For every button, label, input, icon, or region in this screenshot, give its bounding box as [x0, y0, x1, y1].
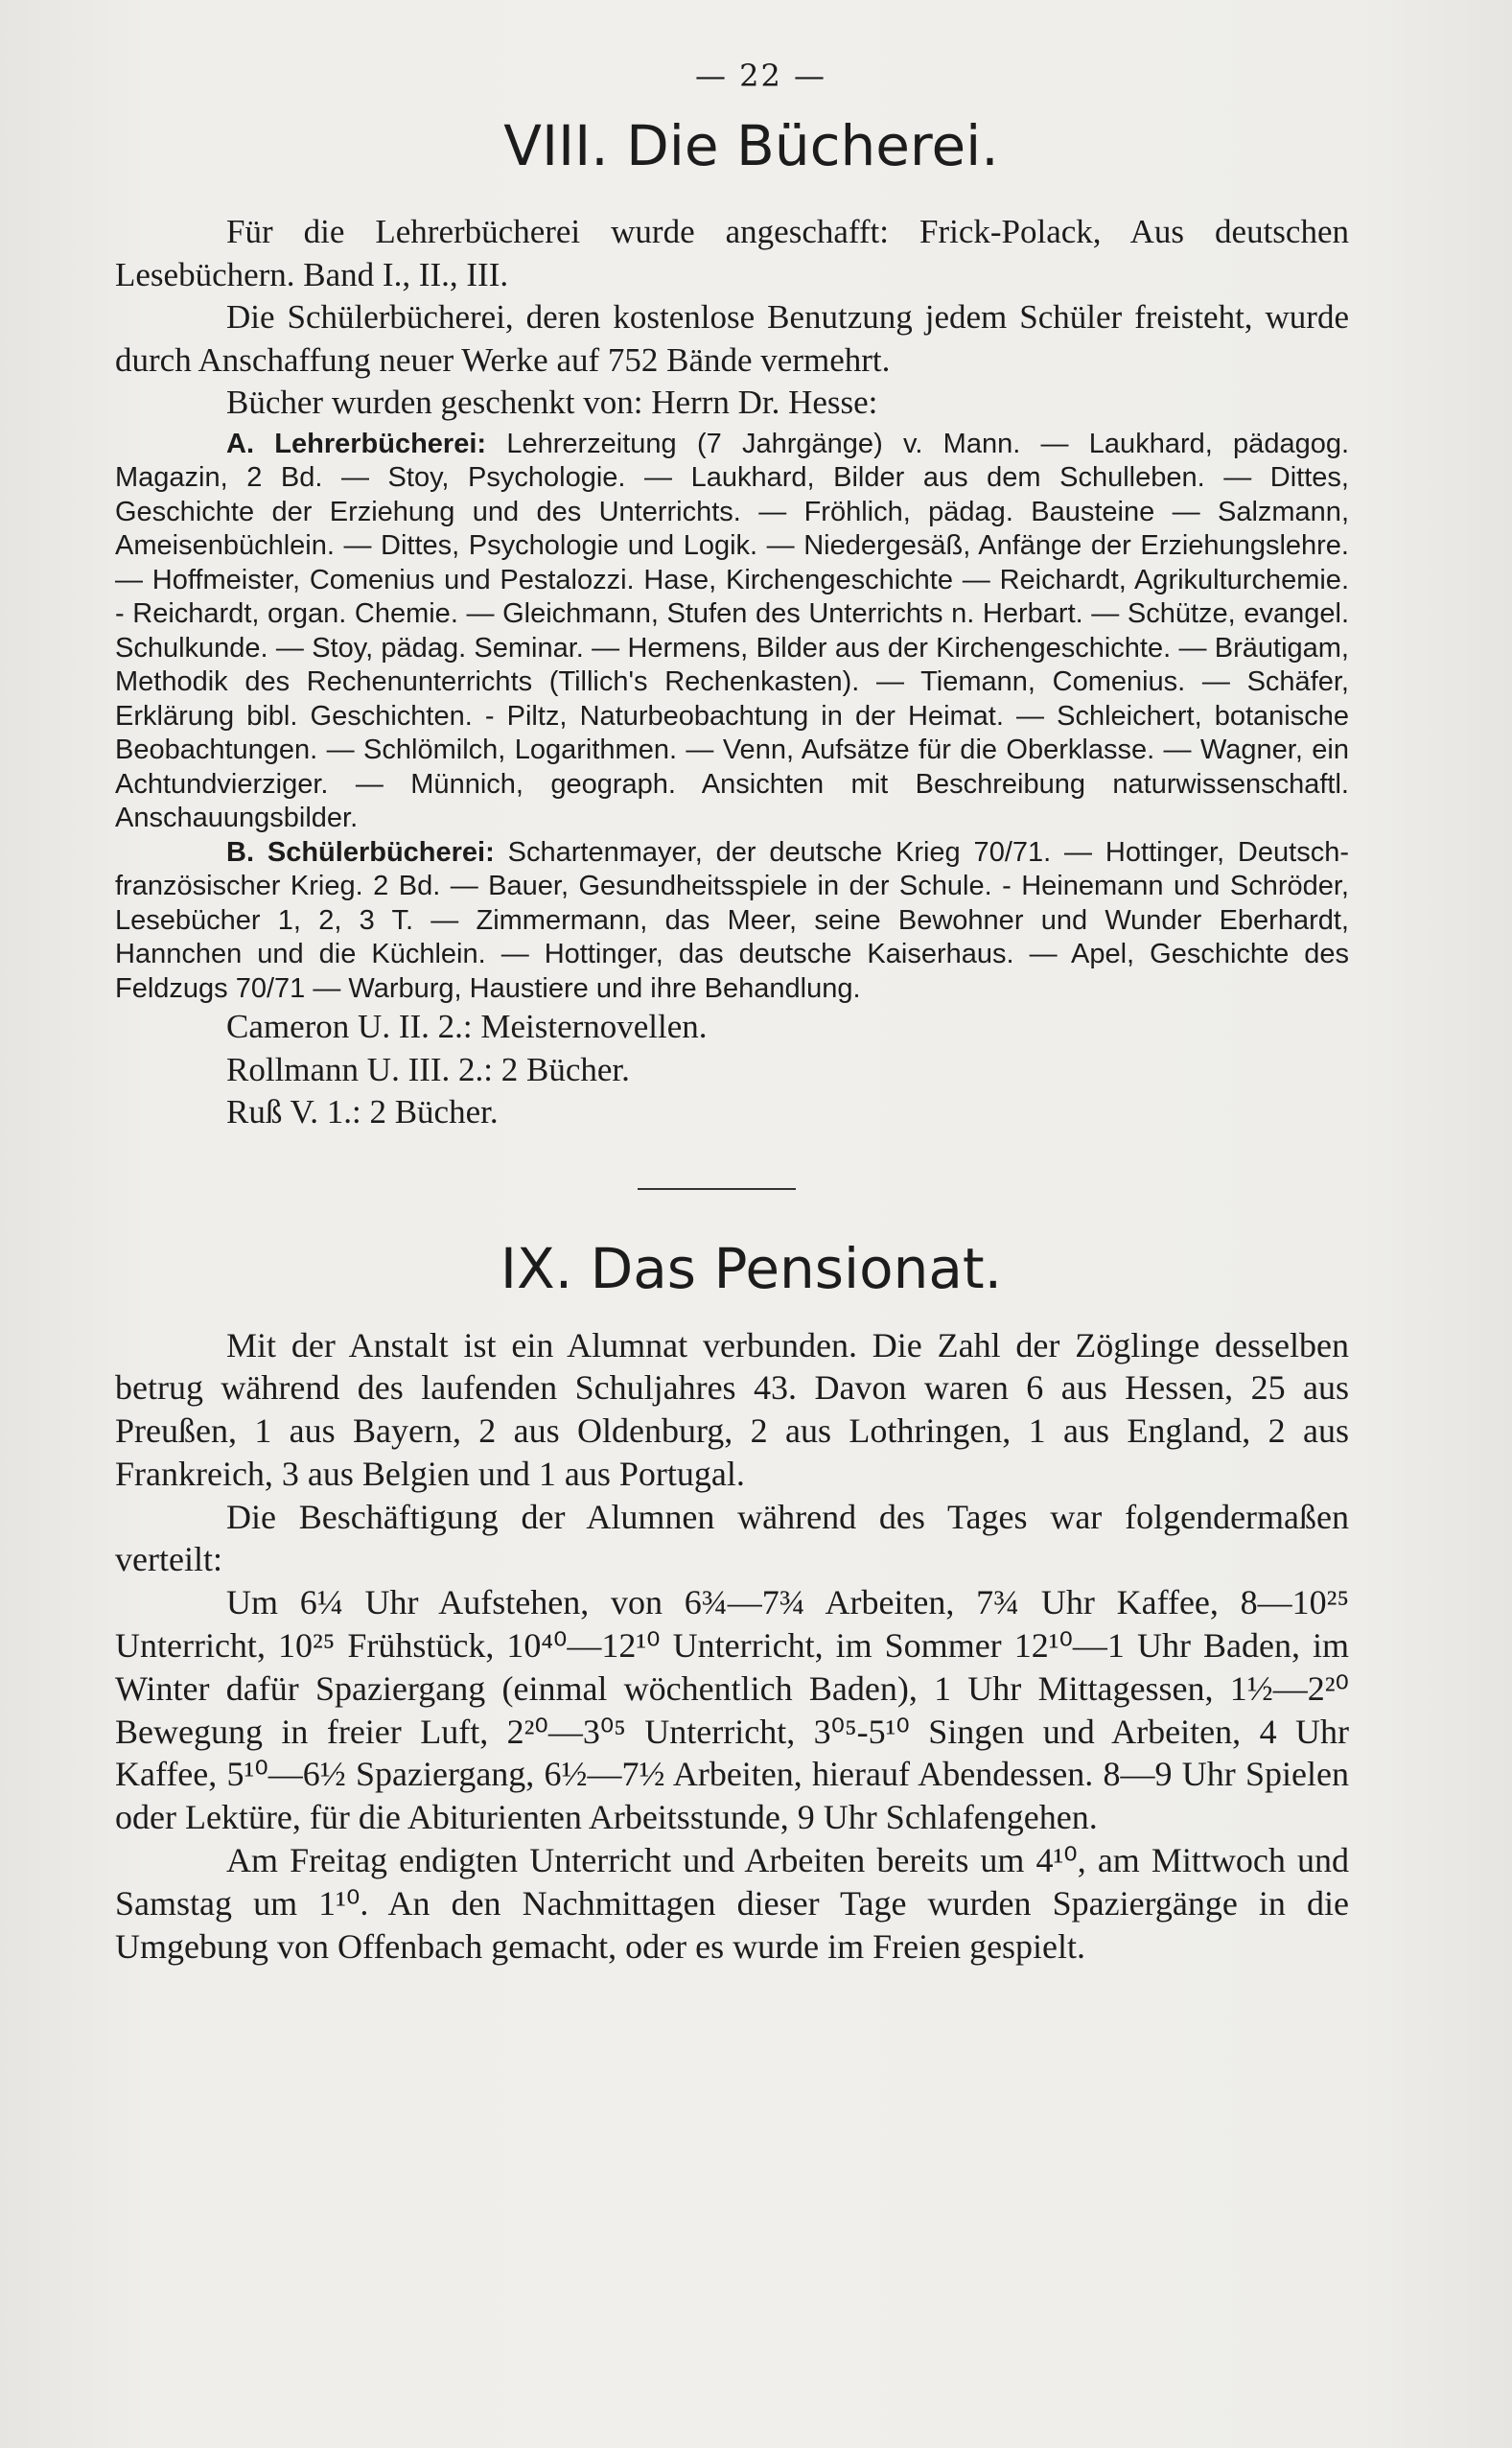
weekday-paragraph: Am Freitag endigten Unterricht und Arbeiten bereits um 4¹⁰, am Mittwoch und Samstag um 1¹⁰. An den Nachmittagen dieser Tage wurden Spaziergänge in die Umgebung von Offenbach gemacht, oder es wurde im Freien gespielt.: [115, 1841, 1349, 1966]
section-9-title: IX. Das Pensionat.: [500, 1235, 1003, 1301]
section-divider: [638, 1188, 796, 1190]
teacher-library-entry: [115, 428, 1349, 836]
pensionat-text: [115, 1324, 1349, 1969]
section-8-title: VIII. Die Bücherei.: [503, 113, 999, 178]
teacher-library-paragraph: Für die Lehrerbücherei wurde angeschafft: Frick-Polack, Aus deutschen Lesebüchern. Band I., II., III.: [115, 213, 1349, 293]
student-library-books: Schartenmayer, der deutsche Krieg 70/71. — Hottinger, Deutsch-französischer Krieg. 2 Bd. — Bauer, Gesundheitsspiele in der Schule. - Heinemann und Schröder, Lesebücher 1, 2, 3 T. — Zimmermann, das Meer, seine Bewohner und Wunder Eberhardt, Hannchen und die Küchlein. — Hottinger, das deutsche Kaiserhaus. — Apel, Geschichte des Feldzugs 70/71 — Warburg, Haustiere und ihre Behandlung.: [115, 836, 1349, 1004]
student-library-label: B. Schülerbücherei:: [226, 836, 495, 868]
page-number: — 22 —: [694, 58, 827, 94]
teacher-library-books: Lehrerzeitung (7 Jahrgänge) v. Mann. — Laukhard, pädagog. Magazin, 2 Bd. — Stoy, Psychologie. — Laukhard, Bilder aus dem Schulleben. — Dittes, Geschichte der Erziehung und des Unterrichts. — Fröhlich, pädag. Bausteine — Salzmann, Ameisenbüchlein. — Dittes, Psychologie und Logik. — Niedergesäß, Anfänge der Erziehungslehre. — Hoffmeister, Comenius und Pestalozzi. Hase, Kirchengeschichte — Reichardt, Agrikulturchemie. - Reichardt, organ. Chemie. — Gleichmann, Stufen des Unterrichts n. Herbart. — Schütze, evangel. Schulkunde. — Stoy, pädag. Seminar. — Hermens, Bilder aus der Kirchengeschichte. — Bräutigam, Methodik des Rechenunterrichts (Tillich's Rechenkasten). — Tiemann, Comenius. — Schäfer, Erklärung bibl. Geschichten. - Piltz, Naturbeobachtung in der Heimat. — Schleichert, botanische Beobachtungen. — Schlömilch, Logarithmen. — Venn, Aufsätze für die Oberklasse. — Wagner, ein Achtundvierziger. — Münnich, geograph. Ansichten mit Beschreibung naturwissenschaftl. Anschauungsbilder.: [115, 428, 1350, 833]
teacher-library-label: A. Lehrerbücherei:: [226, 428, 487, 459]
donor-line: Rollmann U. III. 2.: 2 Bücher.: [226, 1050, 630, 1088]
student-donors: [115, 1006, 1349, 1134]
student-library-entry: [115, 836, 1349, 1007]
alumni-paragraph: Mit der Anstalt ist ein Alumnat verbunden. Die Zahl der Zöglinge desselben betrug während des laufenden Schuljahres 43. Davon waren 6 aus Hessen, 25 aus Preußen, 1 aus Bayern, 2 aus Oldenburg, 2 aus Lothringen, 1 aus England, 2 aus Frankreich, 3 aus Belgien und 1 aus Portugal.: [115, 1325, 1349, 1493]
schedule-paragraph: Um 6¼ Uhr Aufstehen, von 6¾—7¾ Arbeiten, 7¾ Uhr Kaffee, 8—10²⁵ Unterricht, 10²⁵ Frühstück, 10⁴⁰—12¹⁰ Unterricht, im Sommer 12¹⁰—1 Uhr Baden, im Winter dafür Spaziergang (einmal wöchentlich Baden), 1 Uhr Mittagessen, 1½—2²⁰ Bewegung in freier Luft, 2²⁰—3⁰⁵ Unterricht, 3⁰⁵-5¹⁰ Singen und Arbeiten, 4 Uhr Kaffee, 5¹⁰—6½ Spaziergang, 6½—7½ Arbeiten, hierauf Abendessen. 8—9 Uhr Spielen oder Lektüre, für die Abiturienten Arbeitsstunde, 9 Uhr Schlafengehen.: [115, 1583, 1349, 1837]
library-intro: [115, 211, 1349, 425]
schedule-intro-paragraph: Die Beschäftigung der Alumnen während des Tages war folgendermaßen verteilt:: [115, 1497, 1349, 1579]
donor-line: Cameron U. II. 2.: Meisternovellen.: [226, 1008, 708, 1045]
teacher-library-list: [115, 428, 1349, 1007]
student-library-paragraph: Die Schülerbücherei, deren kostenlose Benutzung jedem Schüler freisteht, wurde durch Anschaffung neuer Werke auf 752 Bände vermehrt.: [115, 298, 1349, 379]
donation-paragraph: Bücher wurden geschenkt von: Herrn Dr. Hesse:: [226, 384, 878, 421]
donor-line: Ruß V. 1.: 2 Bücher.: [226, 1093, 499, 1131]
